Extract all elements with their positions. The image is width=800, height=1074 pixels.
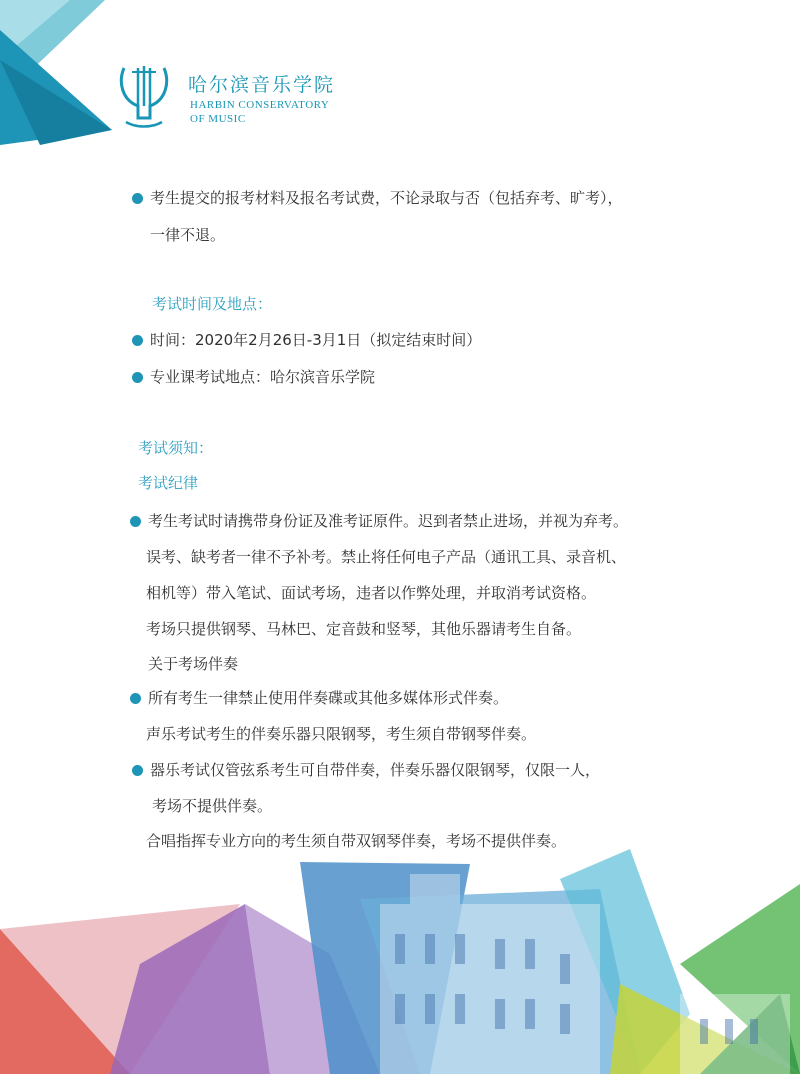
exam-time: 时间：2020年2月26日-3月1日（拟定结束时间） — [150, 331, 482, 349]
school-name-en — [190, 98, 390, 126]
lyre-logo-icon — [118, 62, 170, 128]
school-name-cn: 哈尔滨音乐学院 — [188, 74, 336, 96]
accompaniment-line-4: 考场不提供伴奏。 — [152, 797, 273, 815]
bullet-icon — [130, 516, 141, 527]
corner-decoration — [0, 0, 120, 145]
school-name-en-line2: OF MUSIC — [190, 113, 246, 125]
bullet-icon — [132, 765, 143, 776]
accompaniment-line-1: 所有考生一律禁止使用伴奏碟或其他多媒体形式伴奏。 — [148, 689, 509, 707]
exam-place: 专业课考试地点：哈尔滨音乐学院 — [150, 368, 376, 386]
schedule-heading: 考试时间及地点： — [152, 295, 273, 313]
refund-line-1: 考生提交的报考材料及报名考试费，不论录取与否（包括弃考、旷考）， — [150, 189, 623, 207]
school-name-en-line1: HARBIN CONSERVATORY — [190, 99, 330, 111]
accompaniment-line-5: 合唱指挥专业方向的考生须自带双钢琴伴奏，考场不提供伴奏。 — [146, 832, 567, 850]
refund-line-2: 一律不退。 — [150, 226, 226, 244]
bullet-icon — [130, 693, 141, 704]
bullet-icon — [132, 335, 143, 346]
accompaniment-heading: 关于考场伴奏 — [148, 655, 239, 673]
accompaniment-line-3: 器乐考试仅管弦系考生可自带伴奏，伴奏乐器仅限钢琴，仅限一人， — [150, 761, 601, 779]
bullet-icon — [132, 193, 143, 204]
bullet-icon — [132, 372, 143, 383]
discipline-line-2: 误考、缺考者一律不予补考。禁止将任何电子产品（通讯工具、录音机、 — [146, 548, 627, 566]
discipline-line-3: 相机等）带入笔试、面试考场，违者以作弊处理，并取消考试资格。 — [146, 584, 597, 602]
discipline-line-4: 考场只提供钢琴、马林巴、定音鼓和竖琴，其他乐器请考生自备。 — [146, 620, 582, 638]
discipline-heading: 考试纪律 — [138, 474, 199, 492]
rules-heading: 考试须知： — [138, 439, 214, 457]
accompaniment-line-2: 声乐考试考生的伴奏乐器只限钢琴，考生须自带钢琴伴奏。 — [146, 725, 537, 743]
building-banner-decoration — [0, 844, 800, 1074]
discipline-line-1: 考生考试时请携带身份证及准考证原件。迟到者禁止进场，并视为弃考。 — [148, 512, 629, 530]
